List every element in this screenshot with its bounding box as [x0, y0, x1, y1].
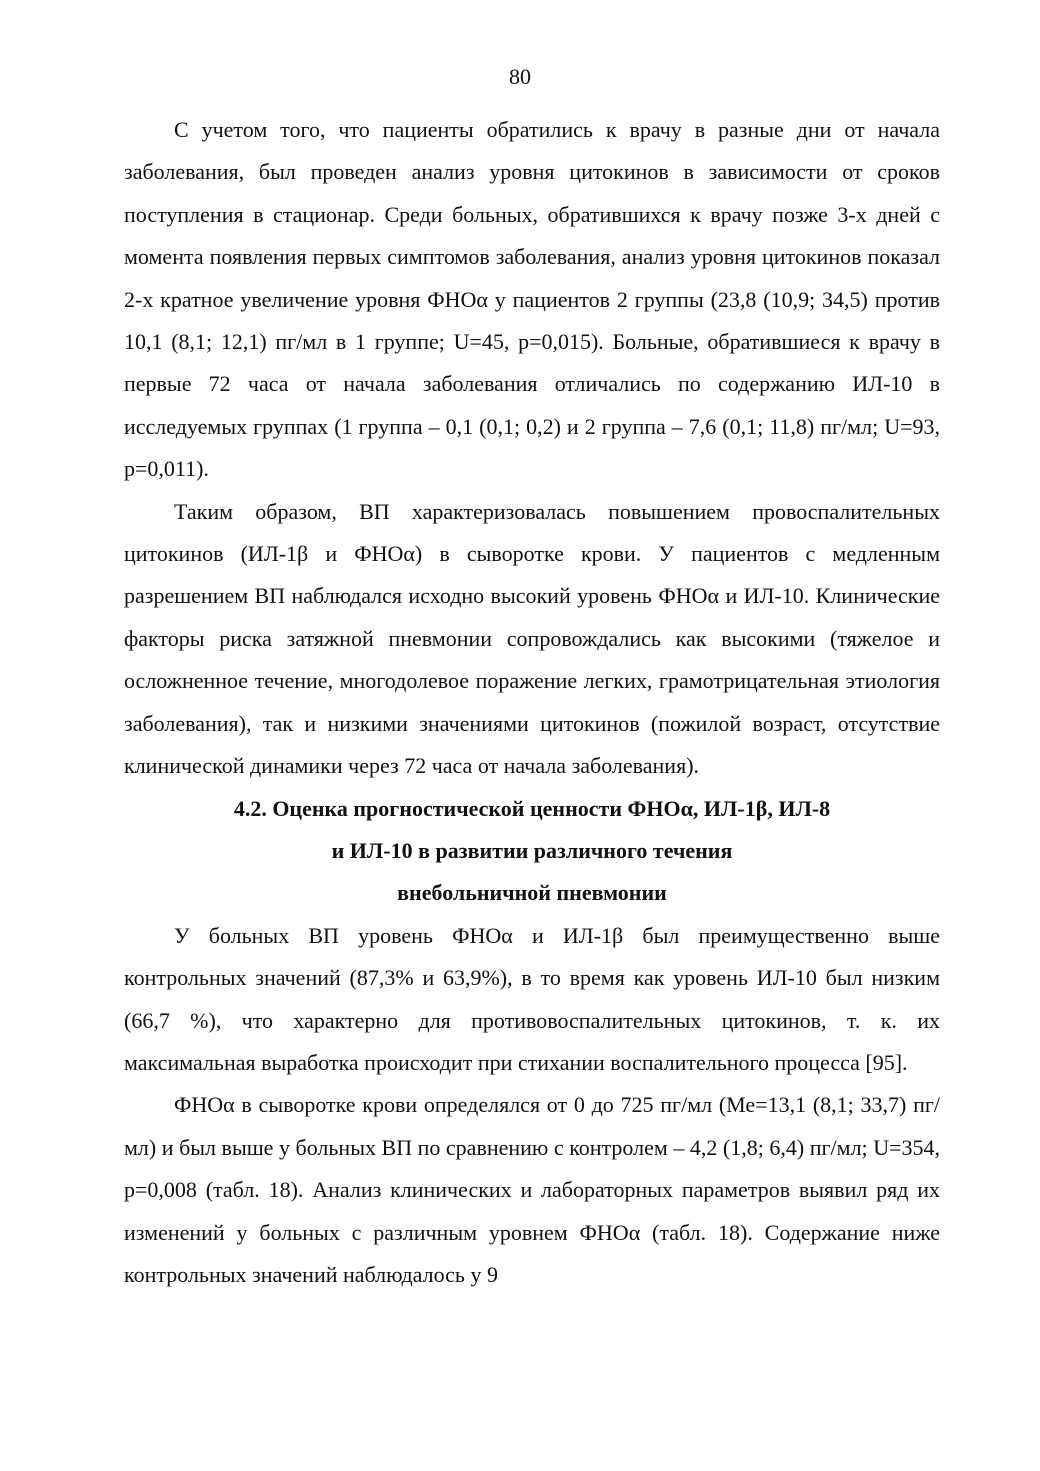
section-heading-line-1: 4.2. Оценка прогностической ценности ФНОα, ИЛ-1β, ИЛ-8 — [233, 795, 831, 821]
paragraph-tnf-alpha: ФНОα в сыворотке крови определялся от 0 до 725 пг/мл (Ме=13,1 (8,1; 33,7) пг/мл) и был выше у больных ВП по сравнению с контролем – 4,2 (1,8; 6,4) пг/мл; U=354, p=0,008 (табл. 18). Анализ клинических и лабораторных параметров выявил ряд их изменений у больных с различным уровнем ФНОα (табл. 18). Содержание ниже контрольных значений наблюдалось у 9 — [124, 1092, 940, 1287]
page-body — [124, 109, 940, 1296]
paragraph-summary: Таким образом, ВП характеризовалась повышением провоспалительных цитокинов (ИЛ-1β и ФНОα) в сыворотке крови. У пациентов с медленным разрешением ВП наблюдался исходно высокий уровень ФНОα и ИЛ-10. Клинические факторы риска затяжной пневмонии сопровождались как высокими (тяжелое и осложненное течение, многодолевое поражение легких, грамотрицательная этиология заболевания), так и низкими значениями цитокинов (пожилой возраст, отсутствие клинической динамики через 72 часа от начала заболевания). — [124, 498, 940, 779]
section-heading-line-2: и ИЛ-10 в развитии различного течения — [331, 837, 733, 863]
paragraph-cytokine-levels: У больных ВП уровень ФНОα и ИЛ-1β был преимущественно выше контрольных значений (87,3% и 63,9%), в то время как уровень ИЛ-10 был низким (66,7 %), что характерно для противовоспалительных цитокинов, т. к. их максимальная выработка происходит при стихании воспалительного процесса [95]. — [124, 922, 940, 1075]
section-heading — [124, 788, 940, 915]
page-number: 80 — [509, 64, 531, 89]
paragraph-cytokine-timing: С учетом того, что пациенты обратились к врачу в разные дни от начала заболевания, был проведен анализ уровня цитокинов в зависимости от сроков поступления в стационар. Среди больных, обратившихся к врачу позже 3-х дней с момента появления первых симптомов заболевания, анализ уровня цитокинов показал 2-х кратное увеличение уровня ФНОα у пациентов 2 группы (23,8 (10,9; 34,5) против 10,1 (8,1; 12,1) пг/мл в 1 группе; U=45, p=0,015). Больные, обратившиеся к врачу в первые 72 часа от начала заболевания отличались по содержанию ИЛ-10 в исследуемых группах (1 группа – 0,1 (0,1; 0,2) и 2 группа – 7,6 (0,1; 11,8) пг/мл; U=93, p=0,011). — [124, 117, 940, 482]
section-heading-line-3: внебольничной пневмонии — [397, 880, 667, 906]
